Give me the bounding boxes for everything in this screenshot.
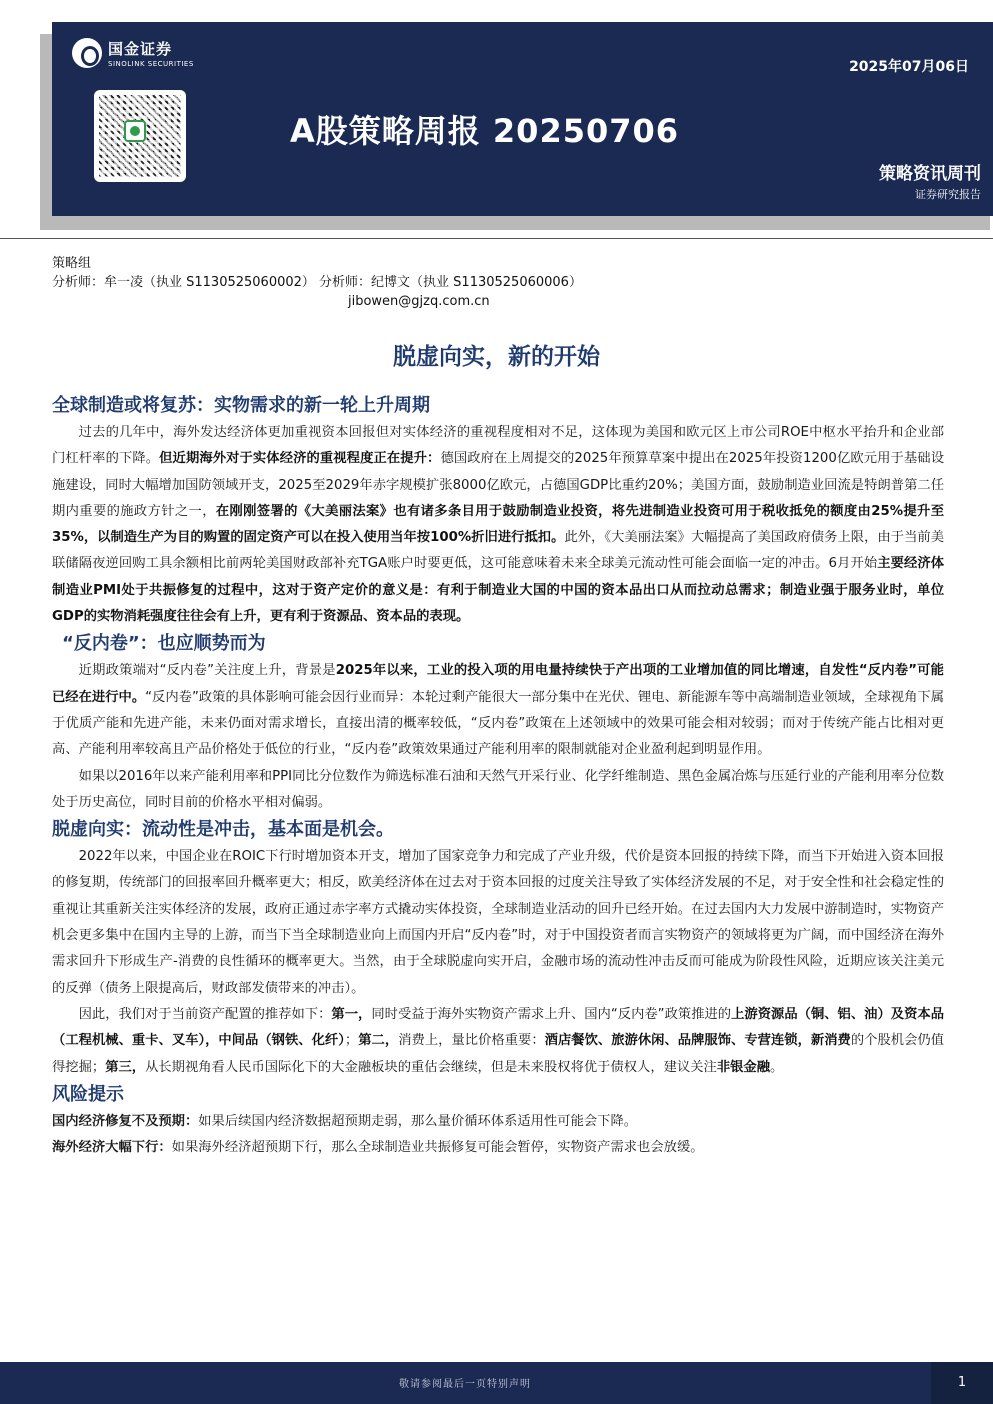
- emphasis-text: 第一，: [331, 1006, 372, 1022]
- risk-label: 海外经济大幅下行：: [52, 1139, 172, 1155]
- logo-cn: 国金证券: [108, 40, 173, 58]
- emphasis-text: 主要经济体制造业PMI处于共振修复的过程中，这对于资产定价的意义是：有利于制造业大国的中国的资本品出口从而拉动总需求；制造业强于服务业时，单位GDP的实物消耗强度往往会有上升，更有利于资源品、资本品的表现。: [52, 556, 944, 625]
- body-paragraph: [52, 658, 944, 763]
- body-paragraph: [52, 844, 944, 1002]
- author-block: [52, 254, 582, 311]
- page-number: 1: [931, 1362, 993, 1404]
- section-heading: “反内卷”：也应顺势而为: [62, 633, 266, 655]
- risk-item: [52, 1109, 944, 1135]
- emphasis-text: 第二，: [358, 1033, 399, 1049]
- risk-text: 如果海外经济超预期下行，那么全球制造业共振修复可能会暂停，实物资产需求也会放缓。: [171, 1139, 704, 1155]
- main-title: 脱虚向实，新的开始: [393, 344, 600, 370]
- brand-logo: [72, 38, 194, 68]
- body-paragraph: [52, 764, 944, 817]
- body-text: 的个股机会仍值得挖掘；: [52, 1033, 945, 1075]
- report-body: [52, 392, 944, 1161]
- body-text: 过去的几年中，海外发达经济体更加重视资本回报但对实体经济的重视程度相对不足，这体现为美国和欧元区上市公司ROE中枢水平抬升和企业部门杠杆率的下降。: [52, 425, 944, 467]
- body-paragraph: [52, 1002, 944, 1081]
- risk-item: [52, 1135, 944, 1161]
- report-type: 策略资讯周刊: [879, 164, 981, 184]
- risk-label: 国内经济修复不及预期：: [52, 1113, 199, 1129]
- risk-text: 如果后续国内经济数据超预期走弱，那么量价循环体系适用性可能会下降。: [198, 1113, 638, 1129]
- emphasis-text: 上游资源品（铜、铝、油）及资本品（工程机械、重卡、叉车），中间品（钢铁、化纤）: [52, 1006, 945, 1049]
- body-text: 消费上，量比价格重要：: [398, 1033, 545, 1049]
- report-subtype: 证券研究报告: [915, 188, 981, 201]
- body-text: 从长期视角看人民币国际化下的大金融板块的重估会继续，但是未来股权将优于债权人，建议关注: [145, 1059, 717, 1075]
- body-text: 2022年以来，中国企业在ROIC下行时增加资本开支，增加了国家竞争力和完成了产业升级，代价是资本回报的持续下降，而当下开始进入资本回报的修复期，传统部门的回报率回升概率更大；相反，欧美经济体在过去对于资本回报的过度关注导致了实体经济发展的不足，对于安全性和社会稳定性的重视让其重新关注实体经济的发展，政府正通过赤字率方式撬动实体投资，全球制造业活动的回升已经开始。在过去国内大力发展中游制造时，实物资产机会更多集中在国内主导的上游，而当下当全球制造业向上而国内开启“反内卷”时，对于中国投资者而言实物资产的领域将更为广阔，而中国经济在海外需求回升下形成生产-消费的良性循环的概率更大。当然，由于全球脱虚向实开启，金融市场的流动性冲击反而可能成为阶段性风险，近期应该关注美元的反弹（债务上限提高后，财政部发债带来的冲击）。: [52, 849, 944, 996]
- section-heading: 全球制造或将复苏：实物需求的新一轮上升周期: [52, 395, 430, 416]
- section-heading: 脱虚向实：流动性是冲击，基本面是机会。: [52, 819, 394, 841]
- emphasis-text: 但近期海外对于实体经济的重视程度正在提升：: [159, 451, 441, 467]
- report-title: A股策略周报 20250706: [290, 112, 680, 150]
- body-text: “反内卷”政策的具体影响可能会因行业而异：本轮过剩产能很大一部分集中在光伏、锂电、新能源车等中高端制造业领域，全球视角下属于优质产能和先进产能，未来仍面对需求增长，直接出清的概率较低，“反内卷”政策在上述领域中的效果可能会相对较弱；而对于传统产能占比相对更高、产能利用率较高且产品价格处于低位的行业，“反内卷”政策效果通过产能利用率的限制就能对企业盈利起到明显作用。: [52, 689, 945, 758]
- body-text: 近期政策端对“反内卷”关注度上升，背景是: [78, 663, 336, 679]
- emphasis-text: 非银金融: [716, 1059, 771, 1075]
- disclaimer-note: 敬请参阅最后一页特别声明: [399, 1379, 531, 1390]
- report-date: 2025年07月06日: [849, 59, 969, 75]
- emphasis-text: 第三，: [105, 1059, 146, 1075]
- body-text: 同时受益于海外实物资产需求上升、国内“反内卷”政策推进的: [371, 1006, 732, 1022]
- logo-en: SINOLINK SECURITIES: [108, 60, 194, 68]
- body-text: 德国政府在上周提交的2025年预算草案中提出在2025年投资1200亿欧元用于基础设施建设，同时大幅增加国防领域开支，2025至2029年赤字规模扩张8000亿欧元，占德国GDP比重约20%；美国方面，鼓励制造业回流是特朗普第二任期内重要的施政方针之一，: [52, 451, 945, 519]
- page-footer: [0, 1362, 993, 1404]
- emphasis-text: 2025年以来，工业的投入项的用电量持续快于产出项的工业增加值的同比增速，自发性“反内卷”可能已经在进行中。: [52, 663, 944, 705]
- header-banner: [52, 22, 993, 216]
- analyst-email[interactable]: jibowen@gjzq.com.cn: [348, 294, 490, 309]
- team-name: 策略组: [52, 256, 92, 271]
- body-text: 因此，我们对于当前资产配置的推荐如下：: [78, 1006, 332, 1022]
- body-paragraph: [52, 420, 944, 630]
- body-text: ；: [344, 1033, 359, 1049]
- body-text: 此外，《大美丽法案》大幅提高了美国政府债务上限，由于当前美联储隔夜逆回购工具余额相比前两轮美国财政部补充TGA账户时要更低，这可能意味着未来全球美元流动性可能会面临一定的冲击。6月开始: [52, 530, 945, 572]
- body-text: 。: [770, 1059, 784, 1075]
- mini-program-icon: [124, 120, 146, 142]
- body-text: 如果以2016年以来产能利用率和PPI同比分位数作为筛选标准石油和天然气开采行业、化学纤维制造、黑色金属冶炼与压延行业的产能利用率分位数处于历史高位，同时目前的价格水平相对偏弱。: [52, 768, 944, 810]
- qr-code-icon: [94, 90, 186, 182]
- risk-heading: 风险提示: [52, 1083, 124, 1105]
- emphasis-text: 在刚刚签署的《大美丽法案》也有诸多条目用于鼓励制造业投资，将先进制造业投资可用于税收抵免的额度由25%提升至35%，以制造生产为目的购置的固定资产可以在投入使用当年按100%折旧进行抵扣。: [52, 503, 944, 546]
- emphasis-text: 酒店餐饮、旅游休闲、品牌服饰、专营连锁，新消费: [544, 1033, 851, 1049]
- header-divider: [0, 238, 993, 239]
- analyst-line: 分析师：牟一凌（执业 S1130525060002） 分析师：纪博文（执业 S1130525060006）: [52, 275, 582, 290]
- logo-icon: [72, 38, 102, 68]
